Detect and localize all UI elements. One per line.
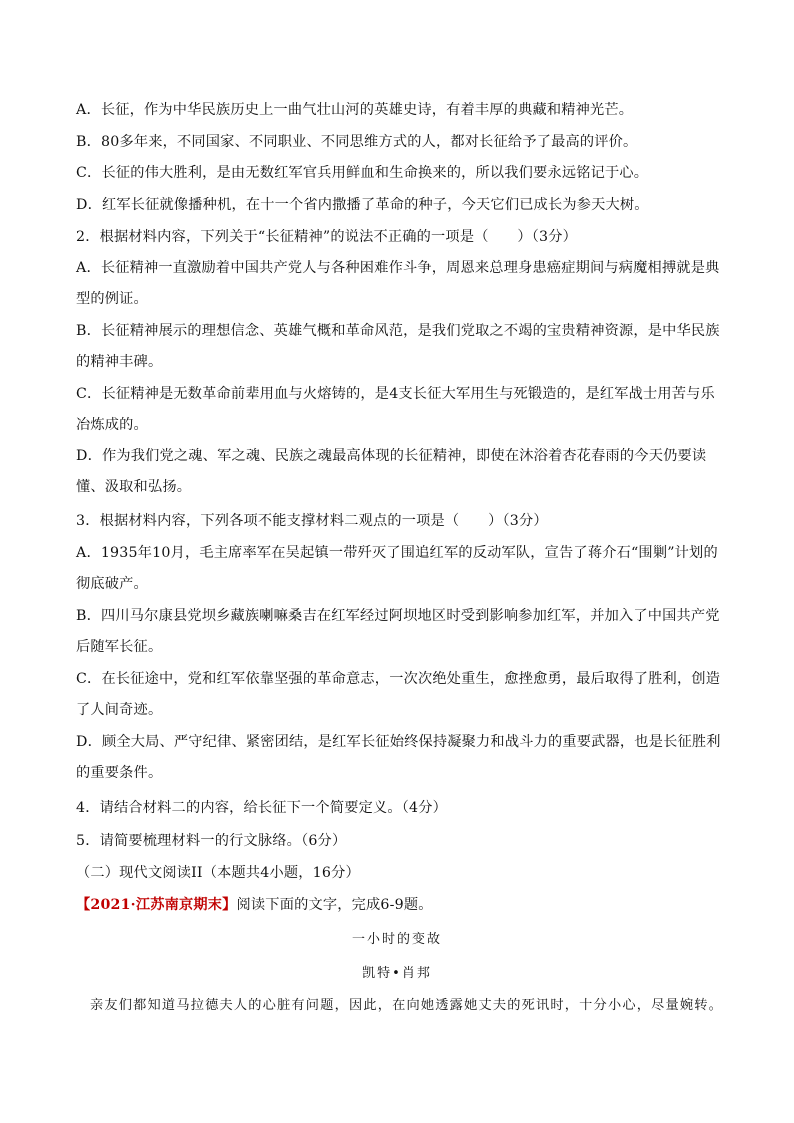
q2-option-b: B．长征精神展示的理想信念、英雄气概和革命风范，是我们党取之不竭的宝贵精神资源，是中华民族的精神丰碑。 [76,323,720,371]
source-instruction: 阅读下面的文字，完成6-9题。 [236,897,433,913]
q3-option-b: B．四川马尔康县党坝乡藏族喇嘛桑吉在红军经过阿坝地区时受到影响参加红军，并加入了中国共产党后随军长征。 [76,608,720,656]
source-line [76,890,721,921]
q2-option-a: A．长征精神一直激励着中国共产党人与各种困难作斗争，周恩来总理身患癌症期间与病魔相搏就是典型的例证。 [76,260,720,308]
q2-option-c: C．长征精神是无数革命前辈用血与火熔铸的，是4支长征大军用生与死锻造的，是红军战士用苦与乐冶炼成的。 [76,386,715,434]
q1-option-b: B．80多年来，不同国家、不同职业、不同思维方式的人，都对长征给予了最高的评价。 [76,134,638,150]
story-title: 一小时的变故 [351,932,442,947]
q1-option-d: D．红军长征就像播种机，在十一个省内撒播了革命的种子，今天它们已成长为参天大树。 [76,197,649,213]
source-tag: 【2021·江苏南京期末】 [76,897,237,913]
q3-stem: 3．根据材料内容，下列各项不能支撑材料二观点的一项是（ ）（3分） [76,513,548,529]
story-author: 凯特•肖邦 [362,966,432,981]
q3-option-a: A．1935年10月，毛主席率军在吴起镇一带歼灭了围追红军的反动军队，宣告了蒋介石“围剿”计划的彻底破产。 [76,545,718,593]
q2-stem: 2．根据材料内容，下列关于“长征精神”的说法不正确的一项是（ ）（3分） [76,229,578,245]
story-first-line: 亲友们都知道马拉德夫人的心脏有问题，因此，在向她透露她丈夫的死讯时，十分小心，尽量婉转。 [90,998,724,1013]
q1-option-c: C．长征的伟大胜利，是由无数红军官兵用鲜血和生命换来的，所以我们要永远铭记于心。 [76,165,649,181]
q3-option-d: D．顾全大局、严守纪律、紧密团结，是红军长征始终保持凝聚力和战斗力的重要武器，也是长征胜利的重要条件。 [76,734,721,782]
q2-option-d: D．作为我们党之魂、军之魂、民族之魂最高体现的长征精神，即使在沐浴着杏花春雨的今天仍要读懂、汲取和弘扬。 [76,448,707,496]
section-heading: （二）现代文阅读II（本题共4小题，16分） [76,865,360,881]
q1-option-a: A．长征，作为中华民族历史上一曲气壮山河的英雄史诗，有着丰厚的典藏和精神光芒。 [76,102,634,118]
q5-stem: 5．请简要梳理材料一的行文脉络。（6分） [76,833,347,849]
q4-stem: 4．请结合材料二的内容，给长征下一个简要定义。（4分） [76,800,448,816]
q3-option-c: C．在长征途中，党和红军依靠坚强的革命意志，一次次绝处重生，愈挫愈勇，最后取得了胜利，创造了人间奇迹。 [76,671,721,719]
